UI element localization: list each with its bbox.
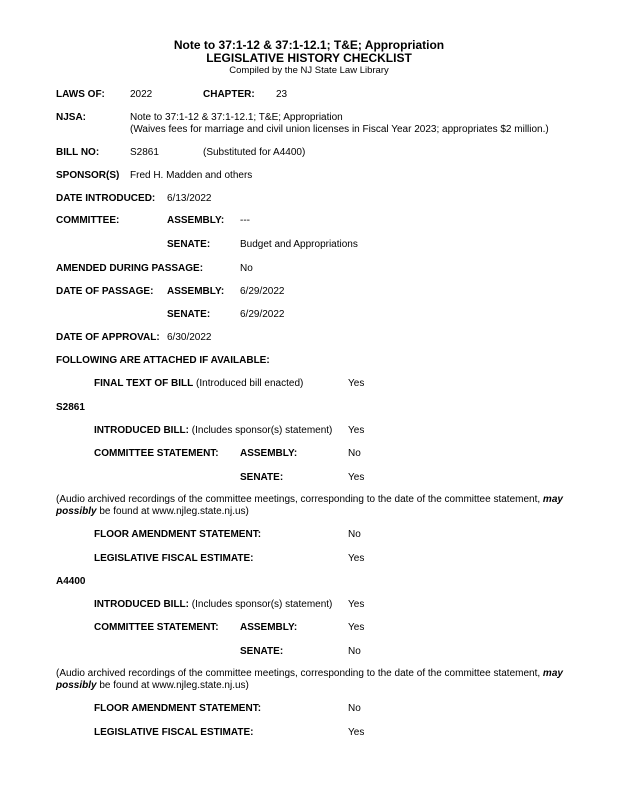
s2861-audio-note <box>56 494 604 518</box>
a4400-assembly-label: ASSEMBLY: <box>240 622 298 633</box>
s2861-committee-statement-label: COMMITTEE STATEMENT: <box>94 448 219 459</box>
committee-label: COMMITTEE: <box>56 215 120 226</box>
document-subtitle: LEGISLATIVE HISTORY CHECKLIST <box>206 51 412 65</box>
passage-assembly-value: 6/29/2022 <box>240 286 285 297</box>
date-of-approval-value: 6/30/2022 <box>167 332 212 343</box>
committee-senate-value: Budget and Appropriations <box>240 239 358 250</box>
attached-heading: FOLLOWING ARE ATTACHED IF AVAILABLE: <box>56 355 270 366</box>
document-title: Note to 37:1-12 & 37:1-12.1; T&E; Appropriation <box>173 38 445 52</box>
a4400-floor-label: FLOOR AMENDMENT STATEMENT: <box>94 703 262 714</box>
s2861-assembly-value: No <box>348 448 361 459</box>
s2861-floor-value: No <box>348 529 361 540</box>
s2861-fiscal-value: Yes <box>348 553 365 564</box>
a4400-introduced-note: (Includes sponsor(s) statement) <box>189 599 333 610</box>
s2861-floor-label: FLOOR AMENDMENT STATEMENT: <box>94 529 262 540</box>
section-s2861-label: S2861 <box>56 402 85 413</box>
passage-assembly-label: ASSEMBLY: <box>167 286 225 297</box>
bill-no-label: BILL NO: <box>56 147 100 158</box>
chapter-number: 23 <box>276 89 288 100</box>
a4400-audio-note-link-text: be found at www.njleg.state.nj.us) <box>96 680 249 691</box>
a4400-assembly-value: Yes <box>348 622 365 633</box>
a4400-audio-note <box>56 668 604 692</box>
a4400-introduced-value: Yes <box>348 599 365 610</box>
a4400-senate-value: No <box>348 646 361 657</box>
committee-senate-label: SENATE: <box>167 239 211 250</box>
njsa-description: (Waives fees for marriage and civil union licenses in Fiscal Year 2023; appropriates $2 million.) <box>130 124 549 135</box>
committee-assembly-label: ASSEMBLY: <box>167 215 225 226</box>
sponsor-value: Fred H. Madden and others <box>130 170 253 181</box>
a4400-audio-note-text: (Audio archived recordings of the committee meetings, corresponding to the date of the committee statement, <box>56 668 543 679</box>
passage-senate-value: 6/29/2022 <box>240 309 285 320</box>
compiled-by: Compiled by the NJ State Law Library <box>229 65 389 76</box>
date-introduced-value: 6/13/2022 <box>167 193 212 204</box>
s2861-assembly-label: ASSEMBLY: <box>240 448 298 459</box>
s2861-audio-note-emphasis: may possibly <box>56 494 563 517</box>
s2861-senate-label: SENATE: <box>240 472 284 483</box>
s2861-introduced-note: (Includes sponsor(s) statement) <box>189 425 333 436</box>
laws-of-label: LAWS OF: <box>56 89 105 100</box>
passage-senate-label: SENATE: <box>167 309 211 320</box>
s2861-audio-note-text: (Audio archived recordings of the committee meetings, corresponding to the date of the committee statement, <box>56 494 543 505</box>
bill-number: S2861 <box>130 147 159 158</box>
laws-of-year: 2022 <box>130 89 153 100</box>
a4400-committee-statement-label: COMMITTEE STATEMENT: <box>94 622 219 633</box>
amended-label: AMENDED DURING PASSAGE: <box>56 263 204 274</box>
chapter-label: CHAPTER: <box>203 89 255 100</box>
final-text-label: FINAL TEXT OF BILL <box>94 378 194 389</box>
final-text-value: Yes <box>348 378 365 389</box>
substituted-for: (Substituted for A4400) <box>203 147 306 158</box>
date-introduced-label: DATE INTRODUCED: <box>56 193 156 204</box>
final-text-note: (Introduced bill enacted) <box>193 378 304 389</box>
sponsor-label: SPONSOR(S) <box>56 170 120 181</box>
njsa-label: NJSA: <box>56 112 87 123</box>
a4400-audio-note-emphasis: may possibly <box>56 668 563 691</box>
a4400-senate-label: SENATE: <box>240 646 284 657</box>
njsa-value: Note to 37:1-12 & 37:1-12.1; T&E; Appropriation <box>130 112 343 123</box>
amended-value: No <box>240 263 253 274</box>
a4400-introduced-row <box>94 599 332 610</box>
s2861-introduced-row <box>94 425 332 436</box>
a4400-floor-value: No <box>348 703 361 714</box>
s2861-senate-value: Yes <box>348 472 365 483</box>
s2861-introduced-value: Yes <box>348 425 365 436</box>
s2861-introduced-label: INTRODUCED BILL: <box>94 425 189 436</box>
a4400-introduced-label: INTRODUCED BILL: <box>94 599 189 610</box>
date-of-passage-label: DATE OF PASSAGE: <box>56 286 154 297</box>
final-text-row <box>94 378 303 389</box>
date-of-approval-label: DATE OF APPROVAL: <box>56 332 160 343</box>
committee-assembly-value: --- <box>240 215 250 226</box>
a4400-fiscal-value: Yes <box>348 727 365 738</box>
a4400-fiscal-label: LEGISLATIVE FISCAL ESTIMATE: <box>94 727 254 738</box>
s2861-audio-note-link-text: be found at www.njleg.state.nj.us) <box>96 506 249 517</box>
s2861-fiscal-label: LEGISLATIVE FISCAL ESTIMATE: <box>94 553 254 564</box>
section-a4400-label: A4400 <box>56 576 86 587</box>
